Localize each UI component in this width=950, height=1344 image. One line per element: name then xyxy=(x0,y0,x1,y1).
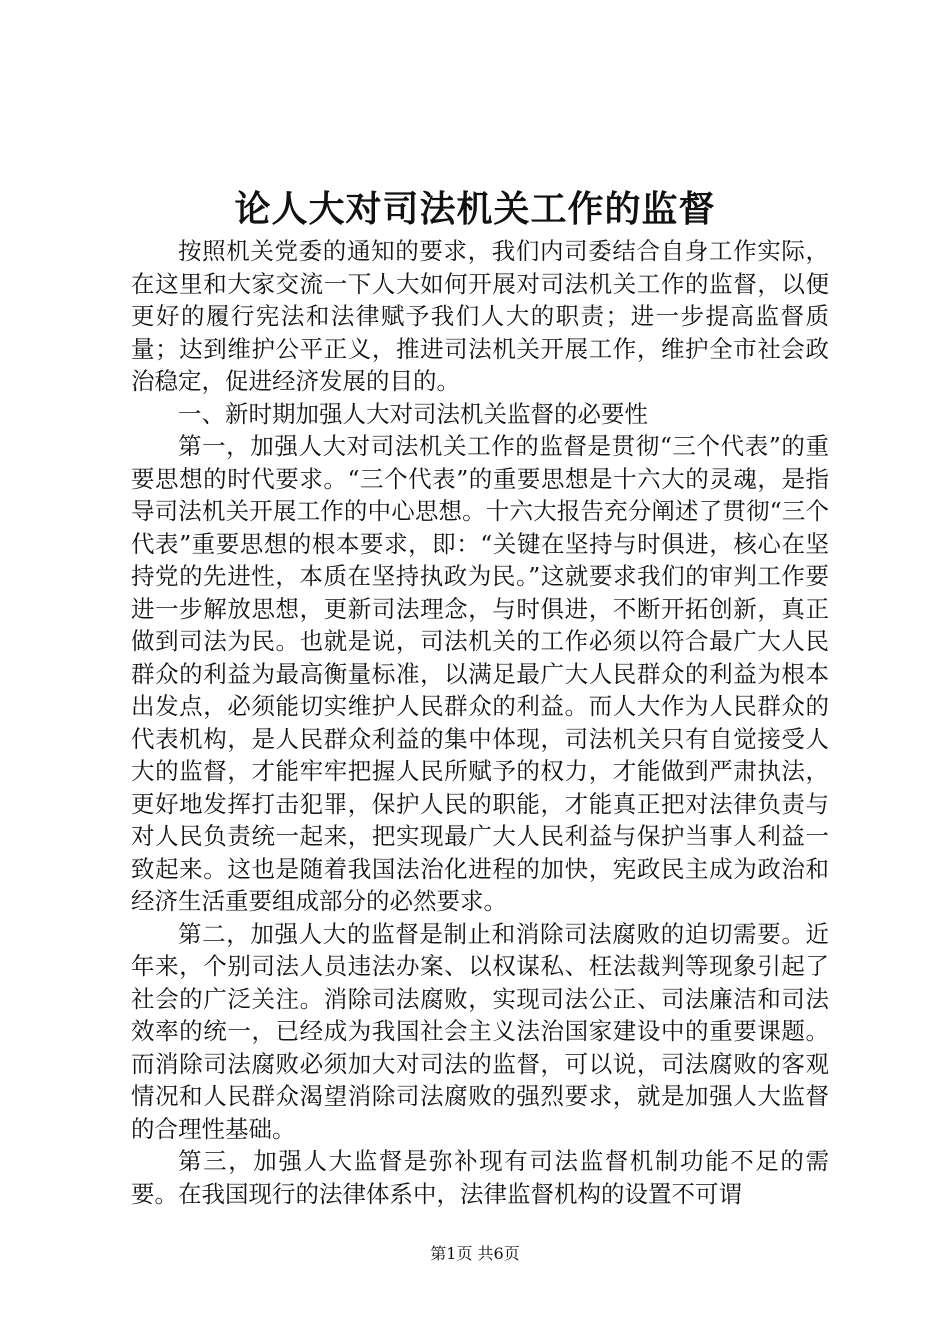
page-indicator: 第1页 共6页 xyxy=(430,1244,520,1263)
document-body xyxy=(131,235,829,1210)
paragraph-intro: 按照机关党委的通知的要求，我们内司委结合自身工作实际，在这里和大家交流一下人大如何开展对司法机关工作的监督，以便更好的履行宪法和法律赋予我们人大的职责；进一步提高监督质量；达到维护公平正义，推进司法机关开展工作，维护全市社会政治稳定，促进经济发展的目的。 xyxy=(131,237,829,395)
paragraph-third: 第三，加强人大监督是弥补现有司法监督机制功能不足的需要。在我国现行的法律体系中，法律监督机构的设置不可谓 xyxy=(131,1147,829,1208)
document-title: 论人大对司法机关工作的监督 xyxy=(234,188,716,230)
section-heading: 一、新时期加强人大对司法机关监督的必要性 xyxy=(178,399,648,428)
paragraph-second: 第二，加强人大的监督是制止和消除司法腐败的迫切需要。近年来，个别司法人员违法办案、以权谋私、枉法裁判等现象引起了社会的广泛关注。消除司法腐败，实现司法公正、司法廉洁和司法效率的统一，已经成为我国社会主义法治国家建设中的重要课题。而消除司法腐败必须加大对司法的监督，可以说，司法腐败的客观情况和人民群众渴望消除司法腐败的强烈要求，就是加强人大监督的合理性基础。 xyxy=(131,919,829,1143)
paragraph-first: 第一，加强人大对司法机关工作的监督是贯彻“三个代表”的重要思想的时代要求。“三个代表”的重要思想是十六大的灵魂，是指导司法机关开展工作的中心思想。十六大报告充分阐述了贯彻“三个代表”重要思想的根本要求，即：“关键在坚持与时俱进，核心在坚持党的先进性，本质在坚持执政为民。”这就要求我们的审判工作要进一步解放思想，更新司法理念，与时俱进，不断开拓创新，真正做到司法为民。也就是说，司法机关的工作必须以符合最广大人民群众的利益为最高衡量标准，以满足最广大人民群众的利益为根本出发点，必须能切实维护人民群众的利益。而人大作为人民群众的代表机构，是人民群众利益的集中体现，司法机关只有自觉接受人大的监督，才能牢牢把握人民所赋予的权力，才能做到严肃执法，更好地发挥打击犯罪，保护人民的职能，才能真正把对法律负责与对人民负责统一起来，把实现最广大人民利益与保护当事人利益一致起来。这也是随着我国法治化进程的加快，宪政民主成为政治和经济生活重要组成部分的必然要求。 xyxy=(131,432,829,915)
